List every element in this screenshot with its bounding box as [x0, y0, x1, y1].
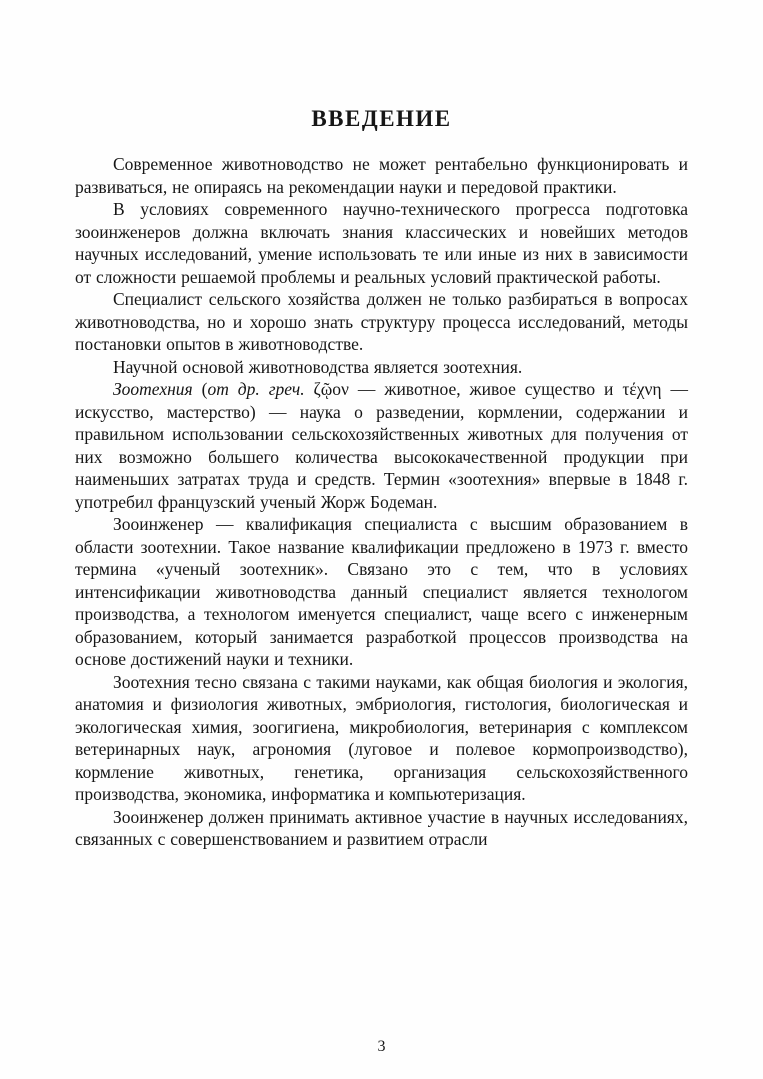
body-text: [75, 153, 688, 851]
text-segment: (: [192, 379, 208, 399]
page-number: 3: [377, 1038, 386, 1055]
text-segment: Специалист сельского хозяйства должен не только разбираться в вопросах животноводства, но и хорошо знать структуру процесса исследований, методы постановки опытов в животноводстве.: [75, 289, 688, 354]
text-segment: ζῷον — животное, живое существо и τέχνη — искусство, мастерство) — наука о разведении, кормлении, содержании и правильном использовании сельскохозяйственных животных для получения от них возможно большего количества высококачественной продукции при наименьших затратах труда и средств. Термин «зоотехния» впервые в 1848 г. употребил французский ученый Жорж Бодеман.: [75, 379, 689, 512]
paragraph: [75, 671, 688, 806]
text-segment: Зооинженер — квалификация специалиста с высшим образованием в области зоотехнии. Такое название квалификации предложено в 1973 г. вместо термина «ученый зоотехник». Связано это с тем, что в условиях интенсификации животноводства данный специалист является технологом производства, а технологом именуется специалист, чаще всего с инженерным образованием, который занимается разработкой процессов производства на основе достижений науки и техники.: [75, 514, 688, 669]
paragraph: [75, 513, 688, 671]
paragraph: [75, 378, 688, 513]
text-segment: В условиях современного научно-технического прогресса подготовка зооинженеров должна включать знания классических и новейших методов научных исследований, умение использовать те или иные из них в зависимости от сложности решаемой проблемы и реальных условий практической работы.: [75, 199, 688, 287]
paragraph: [75, 198, 688, 288]
paragraph: [75, 806, 688, 851]
page-title: ВВЕДЕНИЕ: [311, 106, 452, 131]
text-segment: Зоотехния тесно связана с такими науками, как общая биология и экология, анатомия и физиология животных, эмбриология, гистология, биологическая и экологическая химия, зоогигиена, микробиология, ветеринария с комплексом ветеринарных наук, агрономия (луговое и полевое кормопроизводство), кормление животных, генетика, организация сельскохозяйственного производства, экономика, информатика и компьютеризация.: [75, 671, 688, 804]
text-segment: от др. греч.: [207, 379, 305, 399]
text-segment: Зоотехния: [113, 379, 193, 399]
text-segment: Зооинженер должен принимать активное участие в научных исследованиях, связанных с совершенствованием и развитием отрасли: [75, 806, 688, 849]
paragraph: [75, 153, 688, 198]
text-segment: Современное животноводство не может рентабельно функционировать и развиваться, не опираясь на рекомендации науки и передовой практики.: [75, 154, 688, 197]
paragraph: [75, 288, 688, 356]
paragraph: [75, 356, 688, 379]
text-segment: Научной основой животноводства является зоотехния.: [113, 356, 523, 377]
